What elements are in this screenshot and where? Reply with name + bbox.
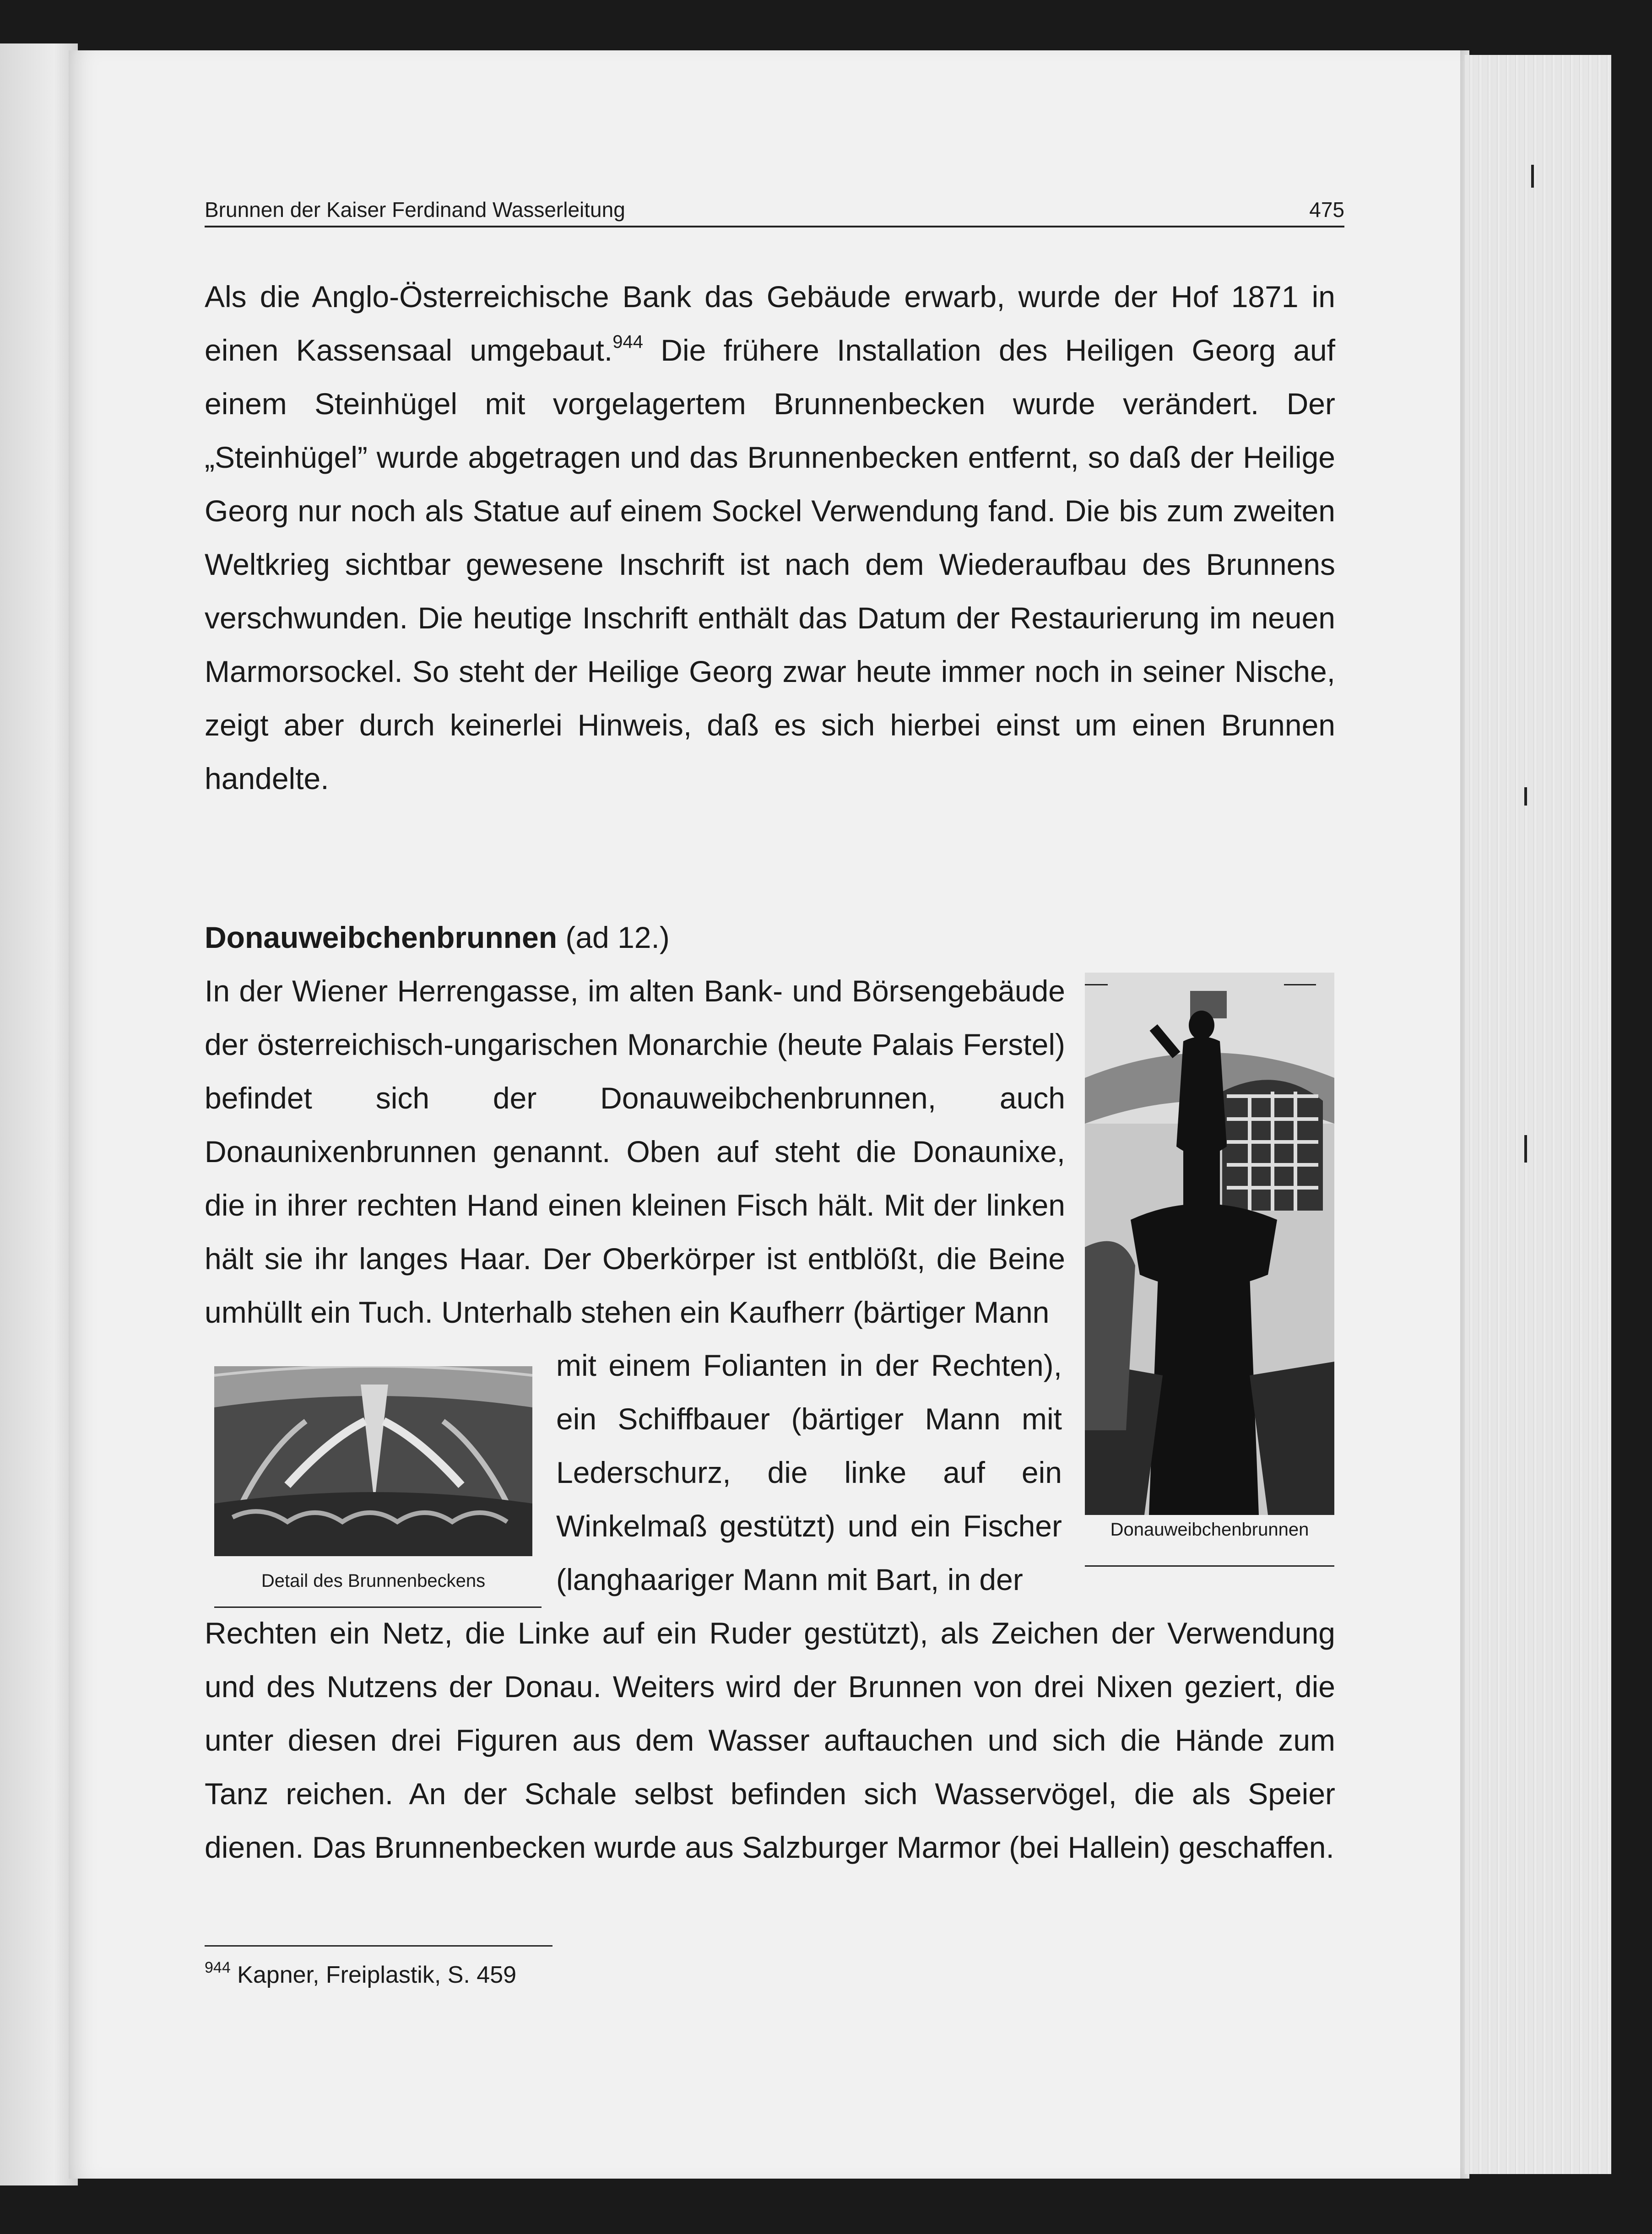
footnote	[205, 1961, 516, 1989]
footnote-text: Kapner, Freiplastik, S. 459	[230, 1962, 517, 1988]
margin-tick	[1284, 984, 1316, 985]
paragraph-text: Als die Anglo-Österreichische Bank das Gebäude erwarb, wurde der Hof 1871 in einen Kassensaal umgebaut.	[205, 280, 1335, 367]
fountain-illustration	[1085, 973, 1334, 1515]
page-number: 475	[1309, 198, 1344, 222]
section-text-block: Rechten ein Netz, die Linke auf ein Ruder gestützt), als Zeichen der Verwendung und des Nutzens der Donau. Weiters wird der Brunnen von drei Nixen geziert, die unter diesen drei Figuren aus dem Wasser auftauchen und sich die Hände zum Tanz reichen. An der Schale selbst befinden sich Wasservögel, die als Speier dienen. Das Brunnenbecken wurde aus Salzburger Marmor (bei Hallein) geschaffen.	[205, 1616, 1335, 1864]
footnote-reference[interactable]: 944	[612, 332, 643, 352]
book-page-edges	[1465, 55, 1611, 2174]
edge-mark	[1531, 165, 1534, 188]
section-heading-suffix: (ad 12.)	[557, 920, 670, 954]
basin-illustration	[214, 1366, 532, 1556]
edge-mark	[1524, 1135, 1527, 1163]
section-text-beside-figure	[556, 1339, 1062, 1607]
footnote-number: 944	[205, 1959, 231, 1976]
running-header	[205, 185, 1344, 227]
footnote-separator	[205, 1945, 552, 1947]
section-text-block: mit einem Folianten in der Rechten), ein Schiffbauer (bärtiger Mann mit Lederschurz, die linke auf ein Winkelmaß gestützt) und ein Fischer (langhaariger Mann mit Bart, in der	[556, 1348, 1062, 1596]
edge-mark	[1524, 787, 1527, 806]
section-intro	[205, 911, 1065, 1339]
paragraph-text: Die frühere Installation des Heiligen Georg auf einem Steinhügel mit vorgelagertem Brunnenbecken wurde verändert. Der „Steinhügel” wurde abgetragen und das Brunnenbecken entfernt, so daß der Heilige Georg nur noch als Statue auf einem Sockel Verwendung fand. Die bis zum zweiten Weltkrieg sichtbar gewesene Inschrift ist nach dem Wiederaufbau des Brunnens verschwunden. Die heutige Inschrift enthält das Datum der Restaurierung im neuen Marmorsockel. So steht der Heilige Georg zwar heute immer noch in seiner Nische, zeigt aber durch keinerlei Hinweis, daß es sich hierbei einst um einen Brunnen handelte.	[205, 333, 1335, 795]
caption-rule	[214, 1607, 542, 1608]
caption-rule	[1085, 1565, 1334, 1567]
section-text-block: In der Wiener Herrengasse, im alten Bank- und Börsengebäude der österreichisch-ungarischen Monarchie (heute Palais Ferstel) befindet sich der Donauweibchenbrunnen, auch Donaunixenbrunnen genannt. Oben auf steht die Donaunixe, die in ihrer rechten Hand einen kleinen Fisch hält. Mit der linken hält sie ihr langes Haar. Der Oberkörper ist entblößt, die Beine umhüllt ein Tuch. Unterhalb stehen ein Kaufherr (bärtiger Mann	[205, 974, 1065, 1329]
section-text-continued	[205, 1607, 1335, 1874]
basin-detail-photo	[214, 1366, 532, 1556]
left-page-edge	[0, 43, 78, 2185]
section-heading: Donauweibchenbrunnen	[205, 920, 558, 954]
paragraph-bank-history	[205, 270, 1335, 806]
running-title: Brunnen der Kaiser Ferdinand Wasserleitung	[205, 198, 625, 222]
fountain-caption: Donauweibchenbrunnen	[1110, 1520, 1309, 1540]
margin-tick	[1085, 984, 1108, 985]
fountain-photo	[1085, 973, 1334, 1515]
basin-caption: Detail des Brunnenbeckens	[261, 1571, 486, 1591]
